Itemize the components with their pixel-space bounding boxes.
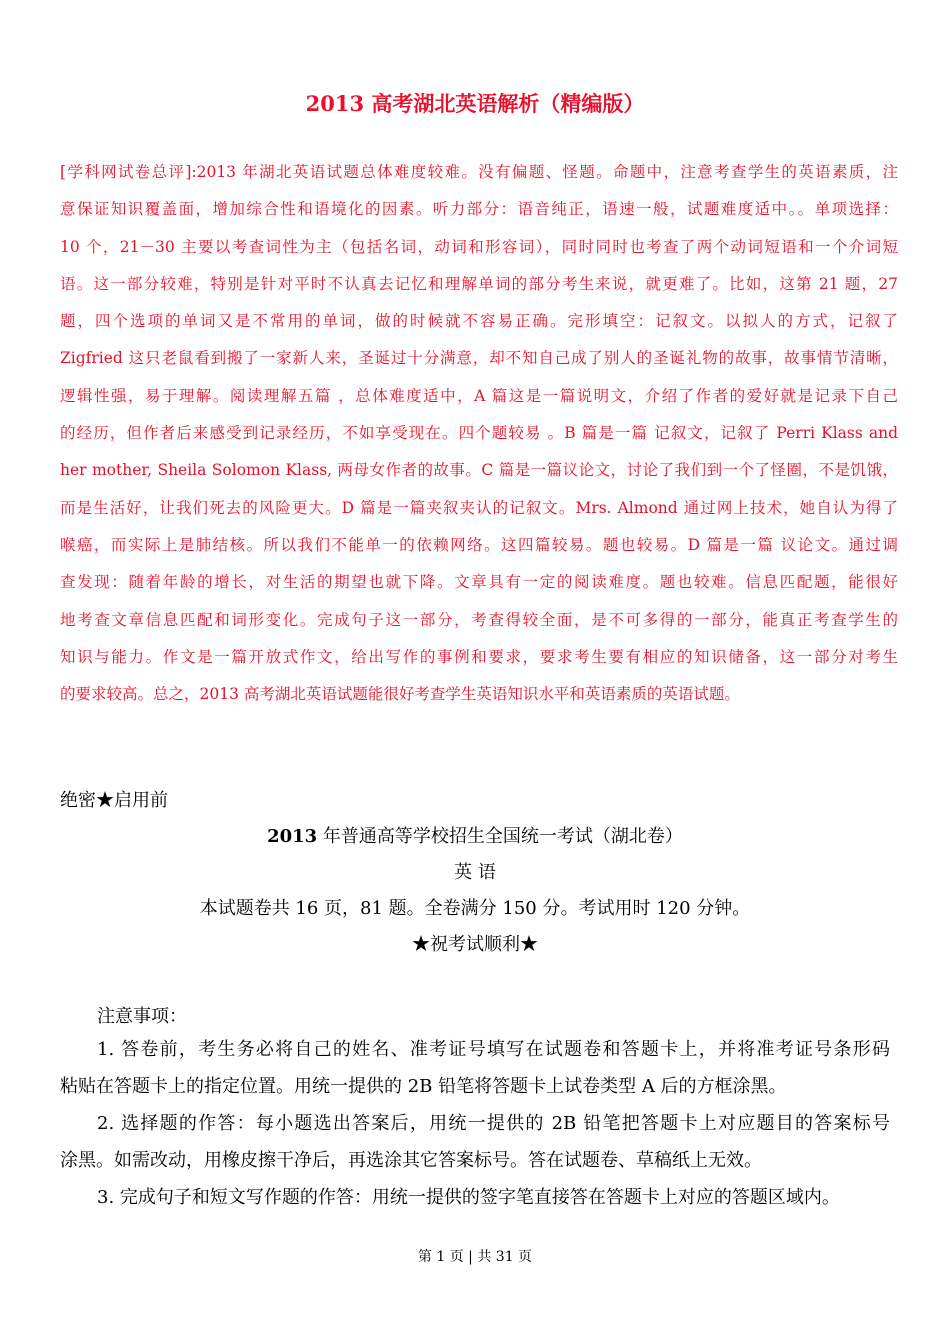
review-line: 的要求较高。总之，2013 高考湖北英语试题能很好考查学生英语知识水平和英语素质的英语试题。: [60, 685, 740, 704]
exam-summary: 本试题卷共 16 页，81 题。全卷满分 150 分。考试用时 120 分钟。: [199, 898, 751, 919]
note-line: 2. 选择题的作答：每小题选出答案后，用统一提供的 2B 铅笔把答题卡上对应题目的答案标号: [97, 1113, 890, 1134]
review-line: 10 个，21－30 主要以考查词性为主（包括名词，动词和形容词），同时同时也考查了两个动词短语和一个介词短: [60, 237, 898, 256]
review-line: 查发现：随着年龄的增长，对生活的期望也就下降。文章具有一定的阅读难度。题也较难。信息匹配题，能很好: [60, 573, 898, 592]
review-line: 知识与能力。作文是一篇开放式作文，给出写作的事例和要求，要求考生要有相应的知识储备，这一部分对考生: [60, 647, 898, 666]
review-line: 的经历，但作者后来感受到记录经历，不如享受现在。四个题较易 。B 篇是一篇 记叙文，记叙了 Perri Klass and: [60, 424, 898, 443]
review-line: 喉癌，而实际上是肺结核。所以我们不能单一的依赖网络。这四篇较易。题也较易。D 篇是一篇 议论文。通过调: [60, 535, 898, 554]
review-line: 地考查文章信息匹配和词形变化。完成句子这一部分，考查得较全面，是不可多得的一部分，能真正考查学生的: [60, 610, 898, 629]
review-line: 题，四个选项的单词又是不常用的单词，做的时候就不容易正确。完形填空：记叙文。以拟人的方式，记叙了: [60, 312, 898, 331]
review-line: 语。这一部分较难，特别是针对平时不认真去记忆和理解单词的部分考生来说，就更难了。比如，这第 21 题，27: [60, 274, 898, 293]
subject: 英 语: [454, 862, 496, 883]
review-line: 而是生活好，让我们死去的风险更大。D 篇是一篇夹叙夹认的记叙文。Mrs. Almond 通过网上技术，她自认为得了: [60, 498, 898, 517]
exam-review-paragraph: [60, 160, 898, 719]
note-line: 粘贴在答题卡上的指定位置。用统一提供的 2B 铅笔将答题卡上试卷类型 A 后的方框涂黑。: [60, 1076, 787, 1097]
exam-year: 2013: [267, 826, 318, 847]
page-footer: 第 1 页 | 共 31 页: [417, 1249, 533, 1265]
document-title: 2013 高考湖北英语解析（精编版）: [305, 91, 645, 116]
review-line: 逻辑性强，易于理解。阅读理解五篇 ，总体难度适中，A 篇这是一篇说明文，介绍了作者的爱好就是记录下自己: [60, 386, 898, 405]
review-line: 意保证知识覆盖面，增加综合性和语境化的因素。听力部分：语音纯正，语速一般，试题难度适中。。单项选择：: [60, 200, 898, 219]
notes-heading: 注意事项：: [97, 1006, 187, 1027]
review-line: Zigfried 这只老鼠看到搬了一家新人来，圣诞过十分满意，却不知自己成了别人的圣诞礼物的故事，故事情节清晰，: [60, 349, 898, 368]
note-line: 3. 完成句子和短文写作题的作答：用统一提供的签字笔直接答在答题卡上对应的答题区域内。: [97, 1187, 840, 1208]
notes-list: [60, 1036, 890, 1221]
review-line: her mother, Sheila Solomon Klass, 两母女作者的故事。C 篇是一篇议论文，讨论了我们到一个了怪圈，不是饥饿，: [60, 461, 898, 480]
review-line: [学科网试卷总评]:2013 年湖北英语试题总体难度较难。没有偏题、怪题。命题中，注意考查学生的英语素质，注: [60, 163, 898, 181]
note-line: 1. 答卷前，考生务必将自己的姓名、准考证号填写在试题卷和答题卡上，并将准考证号条形码: [97, 1039, 890, 1060]
exam-title-text: 年普通高等学校招生全国统一考试（湖北卷）: [317, 826, 683, 847]
note-line: 涂黑。如需改动，用橡皮擦干净后，再选涂其它答案标号。答在试题卷、草稿纸上无效。: [60, 1150, 762, 1171]
good-luck-line: ★祝考试顺利★: [412, 934, 538, 955]
confidential-label: 绝密★启用前: [60, 790, 168, 811]
exam-title: [0, 822, 950, 848]
